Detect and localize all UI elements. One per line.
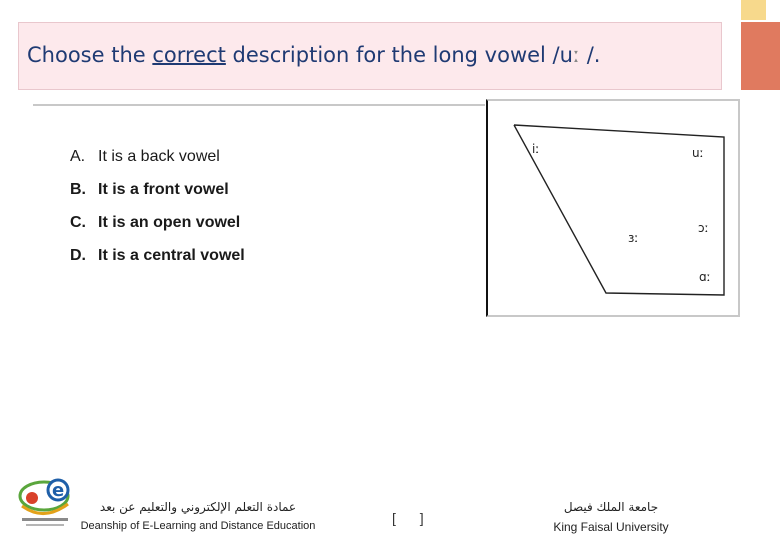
vowel-label-open-o: ɔː [698, 221, 709, 235]
decorative-accent-top [741, 0, 766, 20]
vowel-label-schwa-long: ɜː [628, 231, 639, 245]
footer-university [528, 500, 694, 534]
option-letter: C. [70, 214, 86, 231]
option-text: It is a back vowel [98, 148, 220, 165]
option-text: It is a front vowel [98, 181, 229, 198]
option-d[interactable] [70, 247, 245, 280]
vowel-label-i: iː [532, 142, 540, 156]
option-a[interactable] [70, 148, 245, 181]
svg-text:e: e [52, 480, 65, 501]
question-banner [18, 22, 722, 90]
option-letter: D. [70, 247, 86, 264]
option-text: It is an open vowel [98, 214, 241, 231]
option-c[interactable] [70, 214, 245, 247]
option-b[interactable] [70, 181, 245, 214]
vowel-chart-diagram [488, 101, 740, 317]
decorative-accent-side [741, 22, 780, 90]
option-letter: B. [70, 181, 86, 198]
footer-deanship-english: Deanship of E-Learning and Distance Education [80, 520, 316, 532]
footer-deanship-arabic: عمادة التعلم الإلكتروني والتعليم عن بعد [99, 500, 297, 514]
footer-university-arabic: جامعة الملك فيصل [563, 500, 659, 514]
emphasis-word: correct [152, 43, 226, 67]
answer-options [70, 148, 245, 280]
option-letter: A. [70, 148, 86, 165]
footer-deanship [78, 500, 318, 532]
footer-page-brackets: [ ] [392, 510, 424, 526]
divider-line [33, 104, 485, 106]
vowel-label-a: ɑː [699, 270, 711, 284]
vowel-chart [486, 99, 740, 317]
vowel-label-u: uː [692, 146, 704, 160]
deanship-logo-icon [12, 470, 78, 534]
footer-university-english: King Faisal University [553, 520, 669, 534]
question-title: Choose the correct description for the long vowel /uː /. [27, 43, 601, 67]
option-text: It is a central vowel [98, 247, 245, 264]
